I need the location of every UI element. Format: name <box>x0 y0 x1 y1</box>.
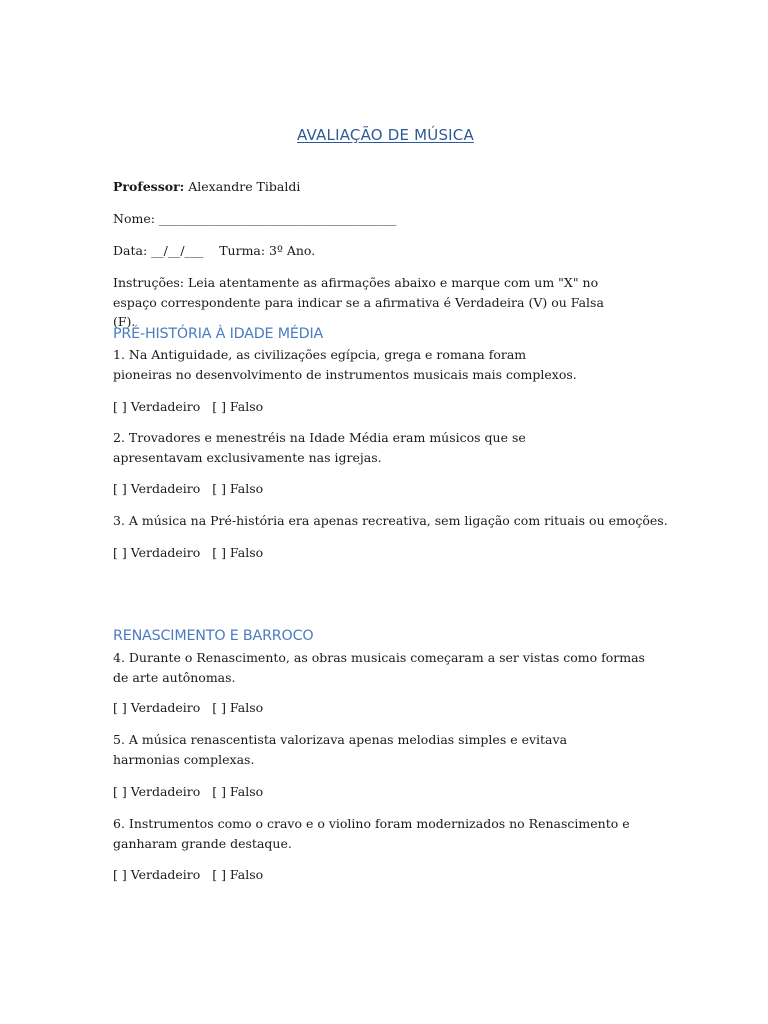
instructions-text: Instruções: Leia atentamente as afirmações abaixo e marque com um "X" no espaço correspondente para indicar se a afirmativa é Verdadeira (V) ou Falsa (F). <box>113 275 608 329</box>
question-1-options: [ ] Verdadeiro [ ] Falso <box>113 399 264 414</box>
date-class-line: Data: __/__/___ Turma: 3º Ano. <box>113 243 316 258</box>
section-heading-renaissance: RENASCIMENTO E BARROCO <box>113 628 314 644</box>
question-2-text: 2. Trovadores e menestréis na Idade Média eram músicos que se apresentavam exclusivamente nas igrejas. <box>113 430 530 465</box>
professor-label: Professor: <box>113 179 185 194</box>
question-3-options: [ ] Verdadeiro [ ] Falso <box>113 545 264 560</box>
document-title: AVALIAÇÃO DE MÚSICA <box>297 126 474 144</box>
professor-name: Alexandre Tibaldi <box>184 179 301 194</box>
question-4-text: 4. Durante o Renascimento, as obras musicais começaram a ser vistas como formas de arte autônomas. <box>113 650 649 685</box>
question-5-text: 5. A música renascentista valorizava apenas melodias simples e evitava harmonias complexas. <box>113 732 572 767</box>
question-5-options: [ ] Verdadeiro [ ] Falso <box>113 784 264 799</box>
question-6-text: 6. Instrumentos como o cravo e o violino foram modernizados no Renascimento e ganharam grande destaque. <box>113 816 634 851</box>
question-1-text: 1. Na Antiguidade, as civilizações egípcia, grega e romana foram pioneiras no desenvolvimento de instrumentos musicais mais complexos. <box>113 347 577 382</box>
question-4-options: [ ] Verdadeiro [ ] Falso <box>113 700 264 715</box>
professor-line <box>113 177 673 197</box>
question-2-options: [ ] Verdadeiro [ ] Falso <box>113 481 264 496</box>
section-heading-pre-history: PRÉ-HISTÓRIA À IDADE MÉDIA <box>113 326 324 342</box>
question-6-options: [ ] Verdadeiro [ ] Falso <box>113 867 264 882</box>
name-field-line: Nome: ______________________________________ <box>113 211 397 226</box>
question-3-text: 3. A música na Pré-história era apenas recreativa, sem ligação com rituais ou emoções. <box>113 513 668 528</box>
